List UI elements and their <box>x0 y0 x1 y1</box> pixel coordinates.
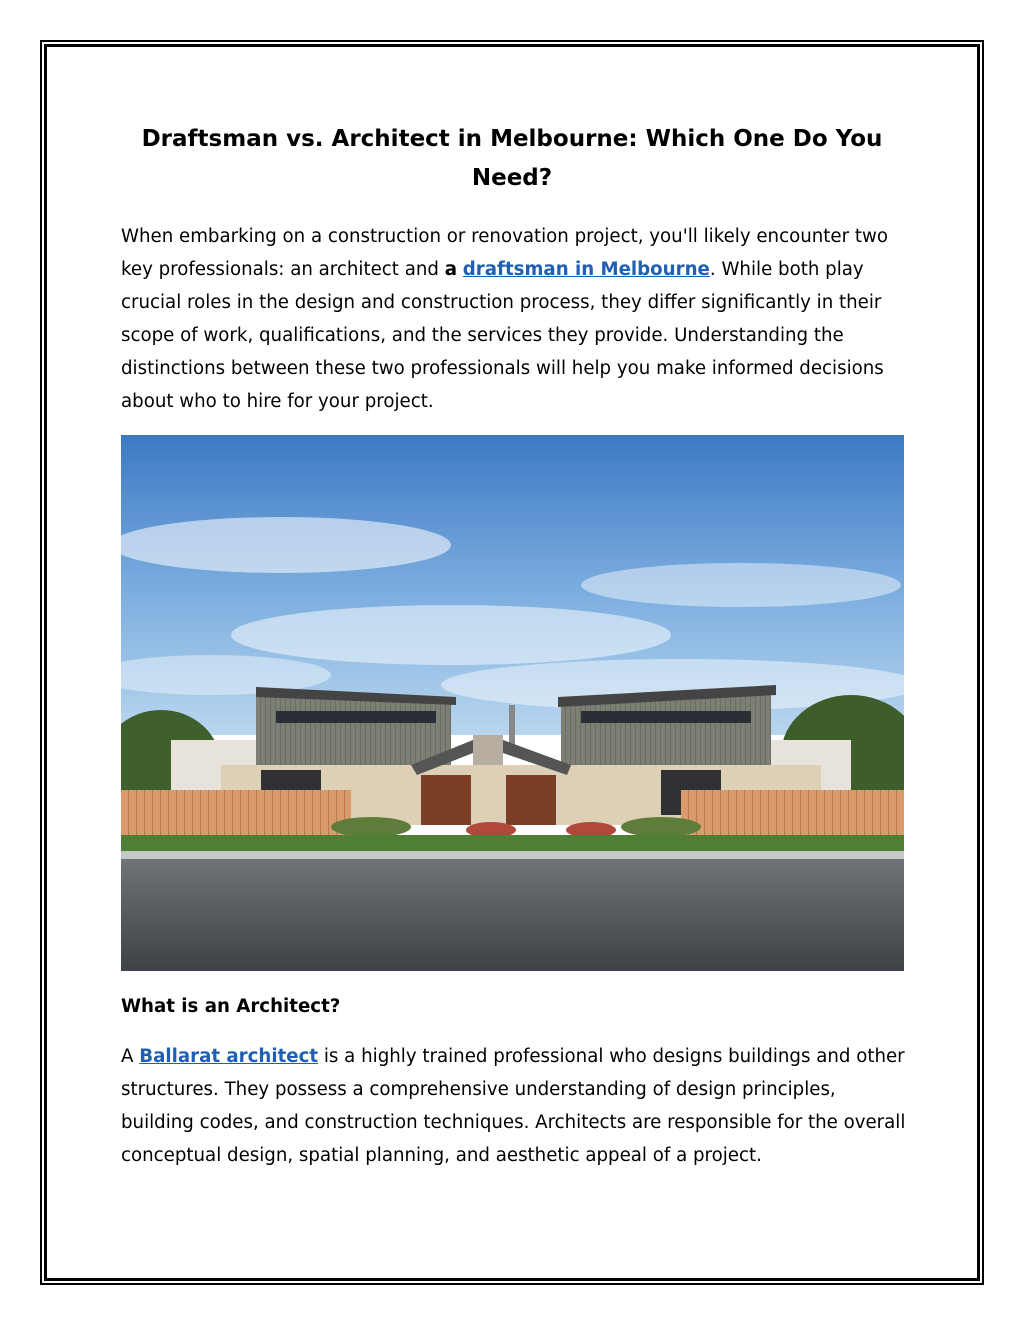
draftsman-melbourne-link[interactable]: draftsman in Melbourne <box>462 259 710 280</box>
section-heading-architect: What is an Architect? <box>121 996 341 1017</box>
page-title: Draftsman vs. Architect in Melbourne: Which One Do You Need? <box>141 126 883 191</box>
hero-house-image <box>121 435 904 971</box>
intro-bold-a: a <box>444 259 457 280</box>
intro-text-after-link: . While both play crucial roles in the design and construction process, they differ significantly in their scope of work, qualifications, and the services they provide. Understanding the distinctions between these two professionals will help you make informed decisions about who to hire for your project. <box>121 259 884 412</box>
architect-text-after-link: is a highly trained professional who designs buildings and other structures. They possess a comprehensive understanding of design principles, building codes, and construction techniques. Architects are responsible for the overall conceptual design, spatial planning, and aesthetic appeal of a project. <box>121 1046 906 1166</box>
architect-paragraph <box>121 1040 906 1172</box>
architect-text-before-link: A <box>121 1046 140 1067</box>
ballarat-architect-link[interactable]: Ballarat architect <box>139 1046 319 1067</box>
intro-text-before-link: When embarking on a construction or renovation project, you'll likely encounter two key professionals: an architect and <box>121 226 888 280</box>
intro-paragraph <box>121 220 906 418</box>
